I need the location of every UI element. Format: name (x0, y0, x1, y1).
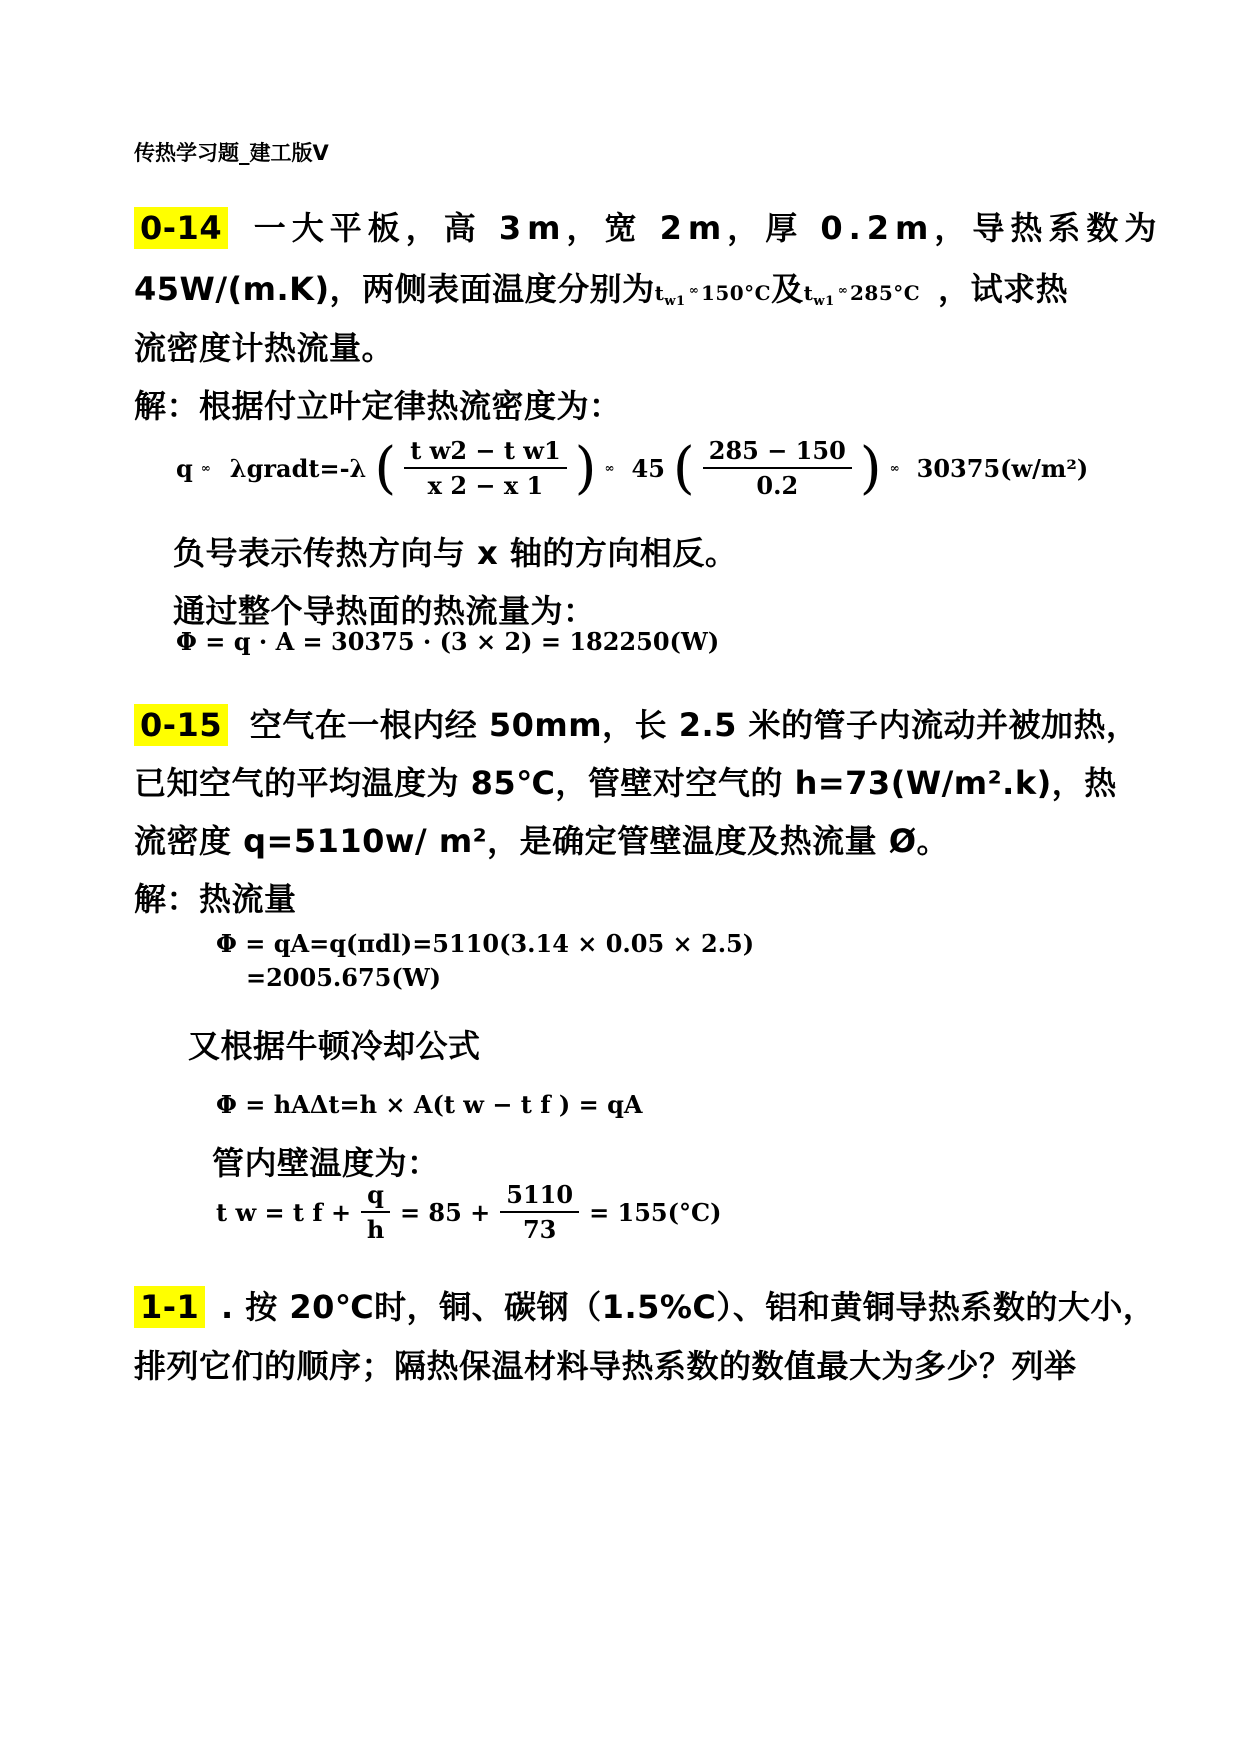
fraction: $\frac{\text{t w2 − t w1}}{x 2 - x 1}$ (404, 436, 566, 500)
inline-math-tw2: $t_{w1}$ ∞ 285°C (803, 281, 921, 309)
problem-1-1-line1 (134, 1282, 1155, 1328)
problem-0-15-line1 (134, 700, 1139, 746)
note-negative-sign: 负号表示传热方向与 x 轴的方向相反。 (173, 534, 738, 572)
problem-0-15-line3: 流密度 q=5110w/ m²，是确定管壁温度及热流量 Ø。 (134, 822, 950, 860)
inline-math-tw1: $t_{w1}$ ∞ 150°C (654, 281, 772, 309)
problem-text: 一大平板，高 3m，宽 2m，厚 0.2m，导热系数为 (253, 209, 1163, 247)
equation-heat-flux: q ∞ λgradt=-λ ( $\frac{\text{t w2 − t w1}}{x 2 - x 1}$ ) ∞ 45 ( $\frac{285 - 150}{0.2}$ ) ∞ 30375(w/m²) (176, 435, 1089, 501)
problem-0-14-line3: 流密度计热流量。 (134, 329, 395, 367)
problem-0-15-line2: 已知空气的平均温度为 85℃，管壁对空气的 h=73(W/m².k)，热 (134, 764, 1117, 802)
problem-0-14-line2 (134, 264, 1068, 310)
problem-0-14-line1 (134, 203, 1162, 249)
problem-text: 45W/(m.K)，两侧表面温度分别为 (134, 270, 655, 308)
problem-text: 空气在一根内经 50mm，长 2.5 米的管子内流动并被加热， (249, 706, 1139, 744)
equation-heat-flow-result: =2005.675(W) (246, 963, 442, 992)
equation-wall-temp: t w = t f + $\frac{q}{h}$ = 85 + $\frac{5110}{73}$ = 155(°C) (216, 1180, 722, 1244)
problem-text: ，试求热 (938, 270, 1069, 308)
newton-cooling-label: 又根据牛顿冷却公式 (188, 1027, 481, 1065)
wall-temp-label: 管内壁温度为： (212, 1144, 440, 1182)
note-total-flux: 通过整个导热面的热流量为： (173, 592, 596, 630)
problem-number-1-1: 1-1 (134, 1286, 205, 1328)
problem-text: . 按 20℃时，铜、碳钢（1.5%C）、铝和黄铜导热系数的大小， (220, 1288, 1156, 1326)
equation-heat-flow: Φ = qA=q(πdl)=5110(3.14 × 0.05 × 2.5) (216, 929, 755, 958)
equation-total-flux: Φ = q · A = 30375 · (3 × 2) = 182250(W) (176, 627, 720, 656)
solution-label: 解：根据付立叶定律热流密度为： (134, 387, 622, 425)
fraction: $\frac{q}{h}$ (361, 1180, 390, 1244)
problem-1-1-line2: 排列它们的顺序；隔热保温材料导热系数的数值最大为多少？列举 (134, 1347, 1077, 1385)
document-header: 传热学习题_建工版Ⅴ (134, 141, 329, 165)
solution-label: 解：热流量 (134, 880, 297, 918)
equation-newton-cooling: Φ = hAΔt=h × A(t w − t f ) = qA (216, 1090, 643, 1119)
problem-number-0-14: 0-14 (134, 207, 228, 249)
fraction: $\frac{285 - 150}{0.2}$ (703, 436, 852, 500)
problem-text: 及 (771, 270, 804, 308)
problem-number-0-15: 0-15 (134, 704, 228, 746)
fraction: $\frac{5110}{73}$ (500, 1180, 579, 1244)
